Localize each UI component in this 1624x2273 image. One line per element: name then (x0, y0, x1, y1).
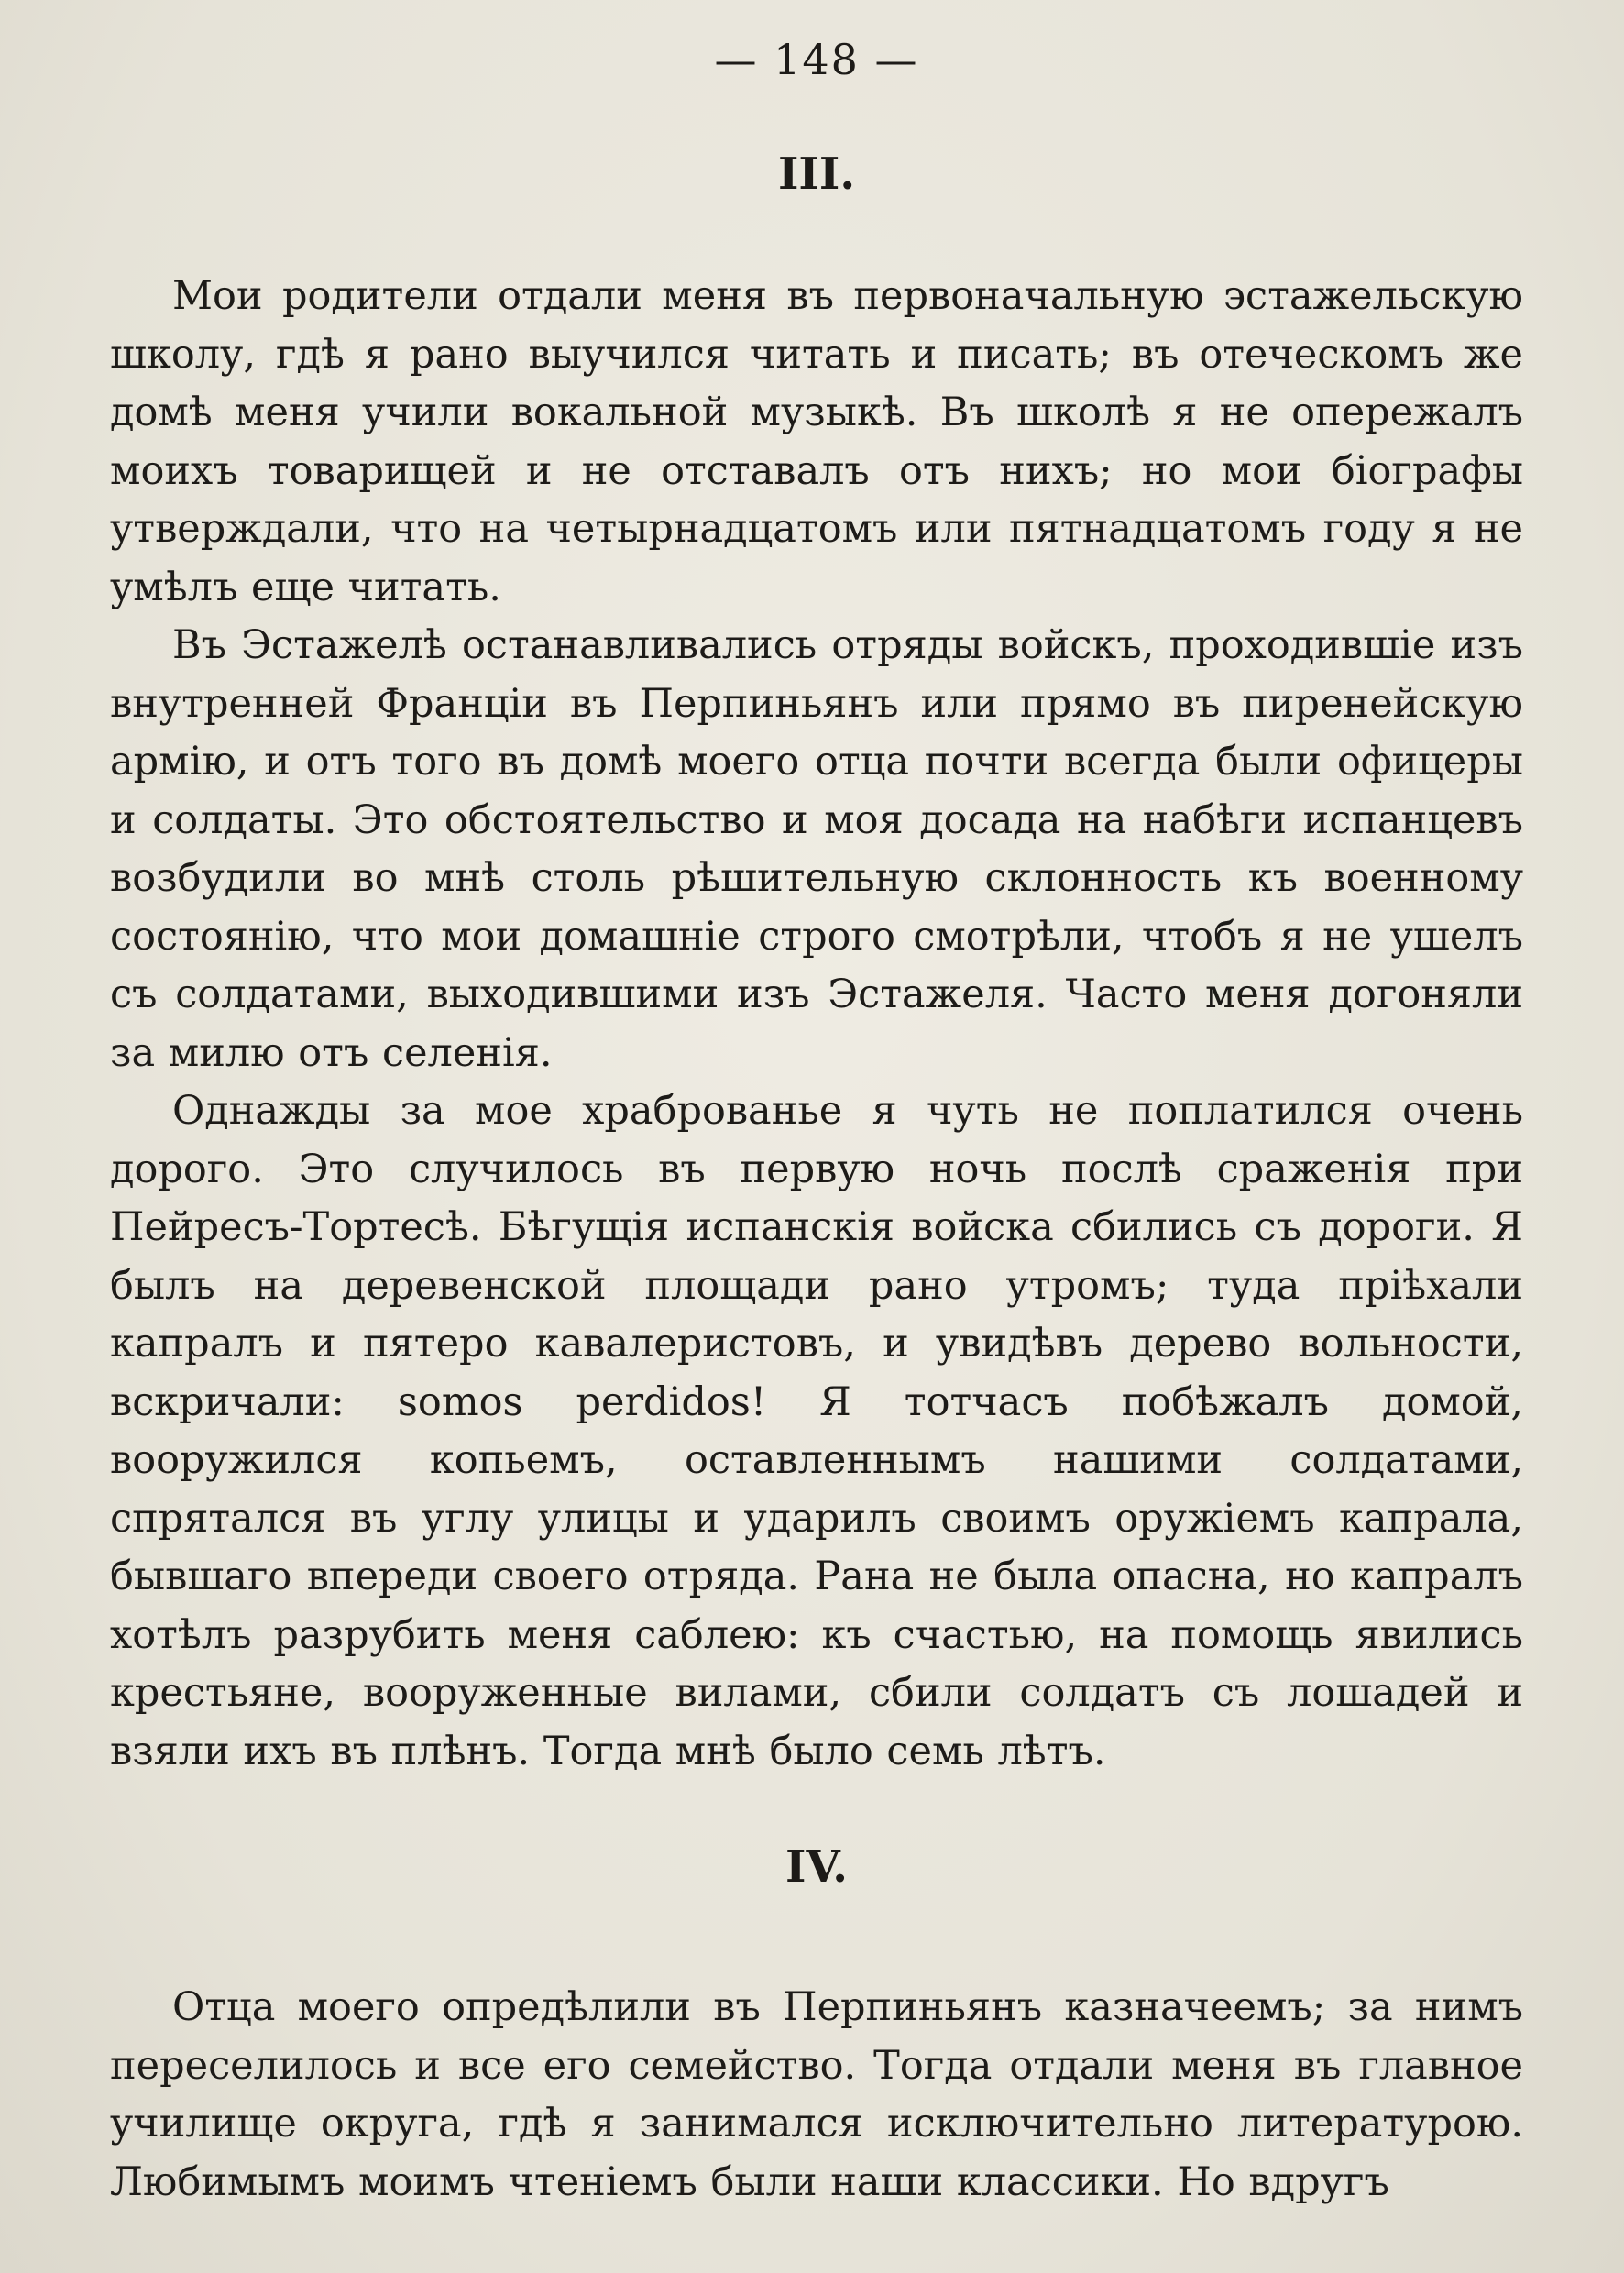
paragraph: Однажды за мое храброванье я чуть не поплатился очень дорого. Это случилось въ первую ночь послѣ сраженія при Пейресъ-Тортесѣ. Бѣгущія испанскія войска сбились съ дороги. Я былъ на деревенской площади рано утромъ; туда пріѣхали капралъ и пятеро кавалеристовъ, и увидѣвъ дерево вольности, вскричали: somos perdidos! Я тотчасъ побѣжалъ домой, вооружился копьемъ, оставленнымъ нашими солдатами, спрятался въ углу улицы и ударилъ своимъ оружіемъ капрала, бывшаго впереди своего отряда. Рана не была опасна, но капралъ хотѣлъ разрубить меня саблею: къ счастью, на помощь явились крестьяне, вооруженные вилами, сбили солдатъ съ лошадей и взяли ихъ въ плѣнъ. Тогда мнѣ было семь лѣтъ. (110, 1088, 1523, 1774)
paragraph: Мои родители отдали меня въ первоначальную эстажельскую школу, гдѣ я рано выучился читать и писать; въ отеческомъ же домѣ меня учили вокальной музыкѣ. Въ школѣ я не опережалъ моихъ товарищей и не отставалъ отъ нихъ; но мои біографы утверждали, что на четырнадцатомъ или пятнадцатомъ году я не умѣлъ еще читать. (110, 273, 1523, 610)
section-iv-body (110, 1979, 1523, 2212)
paragraph: Въ Эстажелѣ останавливались отряды войскъ, проходившіе изъ внутренней Франціи въ Перпиньянъ или прямо въ пиренейскую армію, и отъ того въ домѣ моего отца почти всегда были офицеры и солдаты. Это обстоятельство и моя досада на набѣги испанцевъ возбудили во мнѣ столь рѣшительную склонность къ военному состоянію, что мои домашніе строго смотрѣли, чтобъ я не ушелъ съ солдатами, выходившими изъ Эстажеля. Часто меня догоняли за милю отъ селенія. (110, 622, 1523, 1076)
section-heading-iii: III. (777, 148, 856, 200)
paragraph: Отца моего опредѣлили въ Перпиньянъ казначеемъ; за нимъ переселилось и все его семейство. Тогда отдали меня въ главное училище округа, гдѣ я занимался исключительно литературою. Любимымъ моимъ чтеніемъ были наши классики. Но вдругъ (110, 1984, 1523, 2205)
section-heading-iv: IV. (785, 1841, 848, 1893)
section-iii-body (110, 268, 1523, 1781)
page-number: — 148 — (714, 35, 919, 84)
